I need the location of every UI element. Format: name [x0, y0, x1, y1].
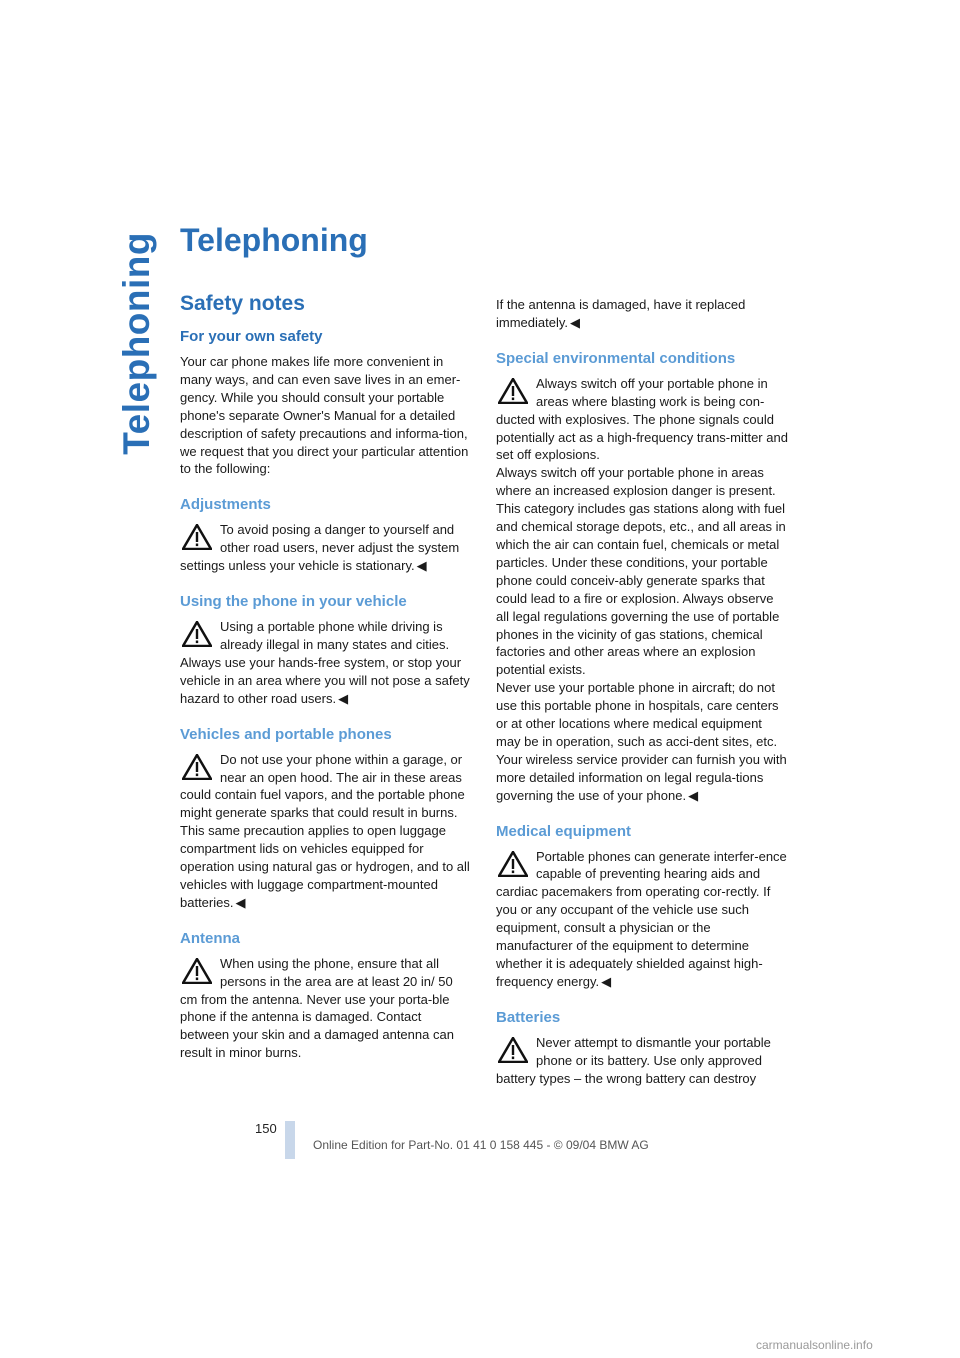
antenna-cont-text: If the antenna is damaged, have it replaced immediately.	[496, 297, 746, 330]
end-mark: ◀	[416, 558, 427, 574]
environment-warning	[496, 375, 788, 805]
end-mark: ◀	[338, 690, 349, 706]
page-number: 150	[255, 1121, 277, 1136]
warning-triangle-icon	[498, 851, 528, 877]
using-phone-heading: Using the phone in your vehicle	[180, 593, 407, 611]
warning-triangle-icon	[498, 1037, 528, 1063]
end-mark: ◀	[601, 973, 612, 989]
warning-triangle-icon	[182, 958, 212, 984]
end-mark: ◀	[688, 787, 699, 803]
footer-edition-text: Online Edition for Part-No. 01 41 0 158 445 - © 09/04 BMW AG	[313, 1138, 649, 1152]
vehicles-heading: Vehicles and portable phones	[180, 725, 392, 743]
vehicles-text: Do not use your phone within a garage, or near an open hood. The air in these areas could contain fuel vapors, and the portable phone might generate sparks that could result in burns.	[180, 751, 465, 821]
section-title: Safety notes	[180, 292, 305, 315]
environment-text-3: Never use your portable phone in aircraft; do not use this portable phone in hospitals, care centers or at other locations where medical equipment may be in operation, such as acci-dent sites, etc.	[496, 680, 779, 749]
warning-triangle-icon	[182, 621, 212, 647]
using-phone-warning	[180, 618, 472, 708]
environment-text: Always switch off your portable phone in areas where blasting work is being con-ducted with explosives. The phone signals could potentially act as a high-frequency trans-mitter and set off explosions.	[496, 375, 788, 463]
warning-triangle-icon	[498, 378, 528, 404]
medical-warning	[496, 848, 788, 991]
antenna-heading: Antenna	[180, 929, 240, 947]
adjustments-warning	[180, 521, 472, 575]
left-column	[180, 292, 472, 1062]
vehicles-text-2: This same precaution applies to open luggage compartment lids on vehicles equipped for operation using natural gas or hydrogen, and to all vehicles with luggage compartment-mounted batteries.	[180, 823, 470, 910]
using-phone-text: Using a portable phone while driving is already illegal in many states and cities. Always use your hands-free system, or stop your vehicle in an area where you will not pose a safety hazard to other road users.	[180, 619, 470, 706]
batteries-heading: Batteries	[496, 1008, 561, 1026]
batteries-text: Never attempt to dismantle your portable phone or its battery. Use only approved battery types – the wrong battery can destroy	[496, 1034, 771, 1086]
adjustments-heading: Adjustments	[180, 496, 271, 514]
watermark: carmanualsonline.info	[756, 1338, 873, 1352]
warning-triangle-icon	[182, 754, 212, 780]
antenna-warning	[180, 955, 472, 1062]
page-title: Telephoning	[180, 222, 368, 258]
end-mark: ◀	[570, 314, 581, 330]
antenna-text: When using the phone, ensure that all persons in the area are at least 20 in/ 50 cm from the antenna. Never use your porta-ble phone if the antenna is damaged. Contact between your skin and a damaged antenna can result in minor burns.	[180, 955, 454, 1061]
medical-text: Portable phones can generate interfer-ence capable of preventing hearing aids and cardiac pacemakers from operating cor-rectly. If you or any occupant of the vehicle use such equipment, consult a physician or the manufacturer of the equipment to determine whether it is adequately shielded against high-frequency energy.	[496, 848, 787, 989]
warning-triangle-icon	[182, 524, 212, 550]
medical-heading: Medical equipment	[496, 822, 632, 840]
environment-text-2: Always switch off your portable phone in areas where an increased explosion danger is present. This category includes gas stations along with fuel and chemical storage depots, etc., and all areas in which the air can contain fuel, chemicals or metal particles. Under these conditions, your portable phone could conceiv-ably generate sparks that could lead to a fire or explosion. Always observe all legal regulations governing the use of portable phones in the vicinity of gas stations, chemical factories and other areas where an explosion potential exists.	[496, 465, 786, 678]
footer-bar	[285, 1121, 295, 1159]
adjustments-text: To avoid posing a danger to yourself and other road users, never adjust the system settings unless your vehicle is stationary.	[180, 522, 460, 574]
end-mark: ◀	[235, 894, 246, 910]
right-column	[496, 296, 788, 1088]
own-safety-text: Your car phone makes life more convenient in many ways, and can even save lives in an emer-gency. While you should consult your portable phone's separate Owner's Manual for a detailed description of safety precautions and informa-tion, we request that you direct your particular attention to the following:	[180, 354, 469, 477]
environment-text-4: Your wireless service provider can furnish you with more detailed information on legal regula-tions governing the use of your phone.	[496, 751, 787, 803]
batteries-warning	[496, 1034, 788, 1088]
vehicles-warning	[180, 751, 472, 912]
own-safety-heading: For your own safety	[180, 328, 323, 345]
environment-heading: Special environmental conditions	[496, 349, 736, 367]
side-tab: Telephoning	[116, 232, 157, 455]
